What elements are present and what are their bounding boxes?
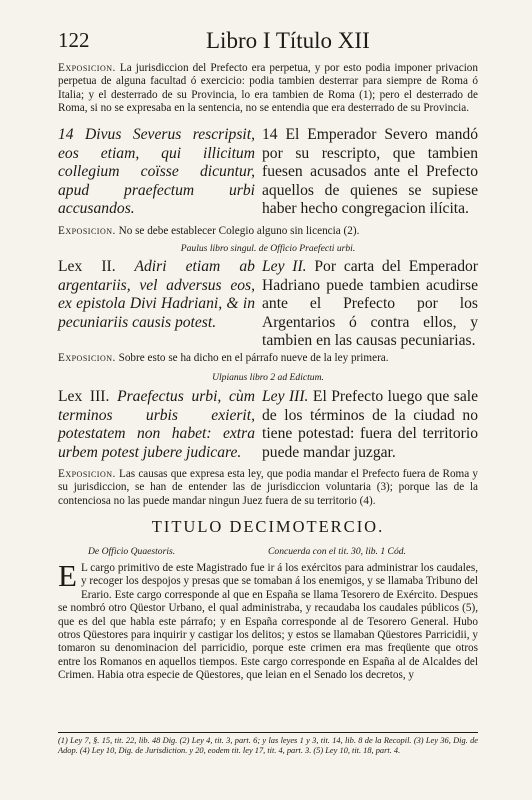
exposicion-text: La jurisdiccion del Prefecto era perpetua, y por esto podia imponer privacion perpetua de alguna facultad ó exercicio: podia tambien desterrar para siempre de Roma ó Italia; y el desterrado de su Provincia, lo era tambien de Roma (1); pero el desterrado de Roma, si no se expresaba en la sentencia, no se entendia que era desterrado de su Provincia. [58,62,478,115]
latin-lex-2 [58,258,255,332]
exposicion-paragraph [58,225,478,238]
body-text: L cargo primitivo de este Magistrado fue ir á los exércitos para administrar los caudales, y recoger los despojos y presas que se tomaban á los enemigos, y se llamaba Tribuno del Erario. Este cargo corresponde al que en España se llama Tesorero de Exército. Despues se nombró otro Qüestor Urbano, el qual administraba, y recaudaba los caudales públicos (5), que es del que habla este párrafo; y en España corresponde al de Tesorero General. Hubo otros Qüestores para inquirir y castigar los delitos; y estos se llamaban Qüestores Parricidii, y tomaron su denominacion del parricidio, porque este crimen era mas freqüente que otros entre los Romanos en aquellos tiempos. Este cargo corresponde en España al de Alcaldes del Crimen. Habia otra especie de Qüestores, que leian en el Senado los decretos, y [58,562,478,682]
exposicion-text: Sobre esto se ha dicho en el párrafo nueve de la ley primera. [115,352,389,364]
law-heading: Lex II. [58,258,116,275]
exposicion-text: Las causas que expresa esta ley, que podia mandar el Prefecto fuera de Roma y su jurisdiccion, se han de entender las de jurisdiccion voluntaria (3); porque las de la contenciosa no las puede mandar ningun Juez fuera de su territorio (4). [58,468,478,507]
law-heading: Lex III. [58,388,110,405]
spanish-ley-3 [262,388,478,462]
latin-lex-3 [58,388,255,462]
law-heading: Ley III. [262,388,309,405]
exposicion-paragraph [58,468,478,508]
exposicion-label: Exposicion. [58,352,116,364]
exposicion-text: No se debe establecer Colegio alguno sin licencia (2). [115,225,360,237]
section-title: TITULO DECIMOTERCIO. [151,517,385,536]
source-caption: Paulus libro singul. de Officio Praefecti urbi. [180,243,356,254]
running-title: Libro I Título XII [206,28,370,53]
exposicion-paragraph [58,352,478,365]
section-body [58,558,478,683]
footnotes: (1) Ley 7, §. 15, tit. 22, lib. 48 Dig. (2) Ley 4, tit. 3, part. 6; y las leyes 1 y 3, tit. 14, lib. 8 de la Recopil. (3) Ley 36, Dig. de Adop. (4) Ley 10, Dig. de Jurisdiction. y 20, eodem tit. ley 17, tit. 4, part. 3. (5) Ley 10, tit. 18, part. 4. [58,736,478,755]
law-text: El Prefecto luego que sale de los términos de la ciudad no tiene potestad: fuera del territorio puede mandar juzgar. [262,388,478,461]
exposicion-paragraph [58,62,478,116]
page-header [58,28,478,56]
spanish-law-14: 14 El Emperador Severo mandó por su rescripto, que tambien fuesen acusados ante el Prefecto aquellos de quienes se supiese haber hecho congregacion ilícita. [262,126,478,218]
spanish-ley-2 [262,258,478,351]
exposicion-label: Exposicion. [58,62,116,74]
drop-cap: E [58,558,77,593]
law-heading: Ley II. [262,258,307,275]
exposicion-label: Exposicion. [58,225,116,237]
law-text: Praefectus urbi, cùm terminos urbis exierit, potestatem non habet: extra urbem potest jubere judicare. [58,388,255,461]
law-text: Adiri etiam ab argentariis, vel adversus eos, ex epistola Divi Hadriani, & in pecuniariis causis potest. [58,258,255,331]
page-number: 122 [58,28,90,52]
exposicion-label: Exposicion. [58,468,116,480]
law-text: Por carta del Emperador Hadriano puede tambien acudirse ante el Prefecto por los Argentarios ó contra ellos, y tambien en las causas pecuniarias. [262,258,479,350]
latin-law-14: 14 Divus Severus rescripsit, eos etiam, qui illicitum collegium coïsse dicuntur, apud praefectum urbi accusandos. [58,126,255,218]
concordance-note: Concuerda con el tit. 30, lib. 1 Cód. [268,546,406,557]
footnote-rule [58,732,478,733]
source-caption: Ulpianus libro 2 ad Edictum. [212,372,324,383]
section-subtitle: De Officio Quaestoris. [88,546,176,557]
